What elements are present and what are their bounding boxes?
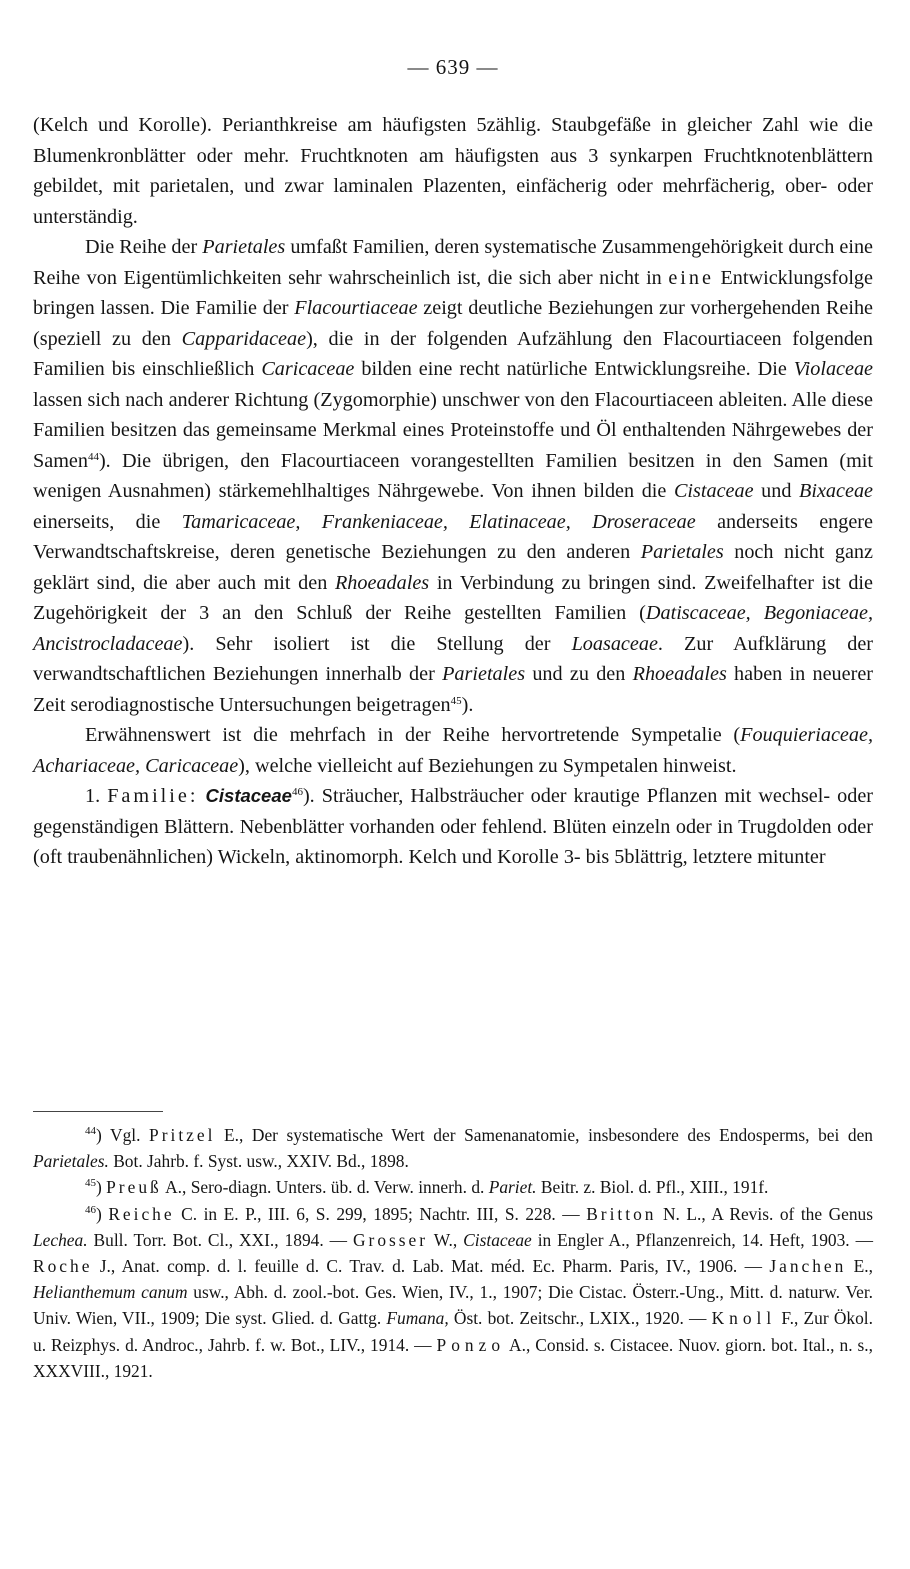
text-run: Bull. Torr. Bot. Cl., XXI., 1894. — (87, 1229, 353, 1250)
author-name: Roche (33, 1256, 93, 1277)
taxon-name: Rhoeadales (334, 571, 430, 594)
author-name: Ponzo (436, 1334, 506, 1355)
author-name: Reiche (108, 1203, 175, 1224)
author-name: Pritzel (149, 1125, 216, 1145)
spaced-emphasis: Familie: (107, 785, 199, 807)
taxon-name: Loasaceae (571, 632, 658, 655)
footnote-45 (33, 1174, 873, 1200)
text-run: Die Reihe der (85, 236, 203, 258)
footnote-mark: 44 (85, 1125, 96, 1137)
text-run: ). Sträucher, Halbsträucher oder krautige Pflanzen mit wechsel- oder gegenständigen Blättern. Nebenblätter vorhanden oder fehlend. Blüten einzeln oder in Trugdolden oder (oft traubenähnlichen) Wickeln, aktinomorph. Kelch und Korolle 3- bis 5blättrig, letztere mitunter (33, 785, 874, 868)
footnote-divider (33, 1111, 163, 1112)
text-run: anderseits engere Verwandtschaftskreise, deren genetische Beziehungen zu den anderen (33, 510, 873, 563)
text-run: F., Zur Ökol. u. Reizphys. d. Androc., Jahrb. f. w. Bot., LIV., 1914. — (33, 1308, 873, 1355)
spaced-emphasis: eine (668, 266, 714, 289)
taxon-name: Helianthemum canum (33, 1282, 188, 1303)
author-name: Grosser (352, 1229, 429, 1250)
text-run: noch nicht ganz geklärt sind, die aber auch mit den (33, 541, 873, 594)
author-name: Janchen (769, 1256, 847, 1277)
taxon-name: Parietales (202, 236, 286, 258)
text-run: haben in neuerer Zeit serodiagnostische Untersuchungen beigetragen (33, 663, 873, 716)
author-name: Knoll (711, 1308, 777, 1329)
text-run: Öst. bot. Zeitschr., LXIX., 1920. — (448, 1308, 712, 1329)
text-run: Bot. Jahrb. f. Syst. usw., XXIV. Bd., 1898. (108, 1151, 409, 1172)
taxon-name: Caricaceae (261, 358, 355, 380)
taxon-name: Parietales (442, 663, 526, 685)
paragraph-parietales (33, 232, 873, 720)
text-run: ) (96, 1203, 109, 1224)
text-run: bilden eine recht natürliche Entwicklungsreihe. Die (354, 358, 794, 380)
taxon-name: Flacourtiaceae (294, 297, 418, 319)
page-number: — 639 — (407, 55, 499, 79)
text-run: ), welche vielleicht auf Beziehungen zu Sympetalen hinweist. (238, 754, 737, 777)
text-run: N. L., A Revis. of the Genus (656, 1203, 874, 1224)
taxon-name: Bixaceae (799, 480, 873, 502)
text-run: Entwicklungsfolge bringen lassen. Die Familie der (33, 266, 873, 319)
footnote-mark: 46 (85, 1203, 96, 1216)
taxon-name: Capparidaceae (181, 327, 307, 350)
taxon-name: Cistaceae (673, 480, 754, 502)
text-run: Beitr. z. Biol. d. Pfl., XIII., 191f. (536, 1177, 769, 1198)
footnote-ref-46[interactable]: 46 (291, 786, 303, 798)
text-run: E., (846, 1256, 873, 1277)
paragraph-cistaceae (33, 781, 873, 873)
taxon-name: Violaceae (793, 358, 874, 380)
taxon-name: Lechea. (33, 1229, 88, 1250)
text-run: lassen sich nach anderer Richtung (Zygomorphie) unschwer von den Flacourtiaceen ableiten. Alle diese Familien besitzen das gemeinsame Merkmal eines Proteinstoffe und Öl enthaltenden Nährgewebes der Samen (33, 388, 873, 472)
paragraph-1: (Kelch und Korolle). Perianthkreise am häufigsten 5zählig. Staubgefäße in gleicher Zahl wie die Blumenkronblätter oder mehr. Fruchtknoten am häufigsten aus 3 synkarpen Fruchtknotenblättern gebildet, mit parietalen, und zwar laminalen Plazenten, einfächerig oder mehrfächerig, ober- oder unterständig. (33, 114, 873, 228)
taxon-name: Fouquieriaceae, Achariaceae, Caricaceae (33, 724, 873, 777)
taxon-name: Fumana, (386, 1308, 449, 1329)
author-name: Britton (586, 1203, 657, 1224)
text-run: ). (461, 693, 474, 716)
text-run: einerseits, die (33, 510, 182, 533)
footnotes (33, 1122, 873, 1384)
text-run: ). Die übrigen, den Flacourtiaceen vorangestellten Familien besitzen in den Samen (mit wenigen Ausnahmen) stärkemehlhaltiges Nährgewebe. Von ihnen bilden die (33, 449, 873, 502)
taxon-name: Rhoeadales (632, 663, 727, 685)
text-run: ) (96, 1177, 107, 1198)
text-run: umfaßt Familien, deren systematische Zusammengehörigkeit durch eine Reihe von Eigentümlichkeiten sehr wahrscheinlich ist, die sich aber nicht in (33, 236, 873, 289)
taxon-name: Pariet. (488, 1177, 537, 1198)
text-run: J., Anat. comp. d. l. feuille d. C. Trav. d. Lab. Mat. méd. Ec. Pharm. Paris, IV., 1906. — (92, 1256, 770, 1277)
footnote-mark: 45 (85, 1177, 96, 1190)
text-run: ). Sehr isoliert ist die Stellung der (182, 632, 572, 655)
taxon-name: Parietales (640, 541, 724, 563)
text-run: in Verbindung zu bringen sind. Zweifelhafter ist die Zugehörigkeit der 3 an den Schluß der Reihe gestellten Familien ( (33, 571, 873, 624)
taxon-name: Cistaceae (463, 1229, 532, 1250)
text-run: ) Vgl. (96, 1125, 150, 1145)
text-run: ), die in der folgenden Aufzählung den Flacourtiaceen folgenden Familien bis einschließlich (33, 327, 873, 380)
taxon-name: Tamaricaceae, Frankeniaceae, Elatinaceae, Droseraceae (181, 510, 696, 533)
text-run: Erwähnenswert ist die mehrfach in der Reihe hervortretende Sympetalie ( (85, 724, 741, 746)
text-run: A., Consid. s. Cistacee. Nuov. giorn. bot. Ital., n. s., XXXVIII., 1921. (33, 1334, 873, 1381)
text-run: C. in E. P., III. 6, S. 299, 1895; Nachtr. III, S. 228. — (174, 1203, 587, 1224)
text-run: A., Sero-diagn. Unters. üb. d. Verw. innerh. d. (161, 1177, 489, 1198)
text-run: 1. (85, 785, 108, 807)
text-run: und zu den (525, 663, 633, 685)
text-run: . Zur Aufklärung der verwandtschaftlichen Beziehungen innerhalb der (33, 632, 874, 685)
footnote-44 (33, 1122, 873, 1174)
taxon-name: Parietales. (33, 1151, 109, 1172)
text-run: zeigt deutliche Beziehungen zur vorhergehenden Reihe (speziell zu den (33, 297, 873, 350)
paragraph-sympetalie (33, 720, 873, 781)
author-name: Preuß (106, 1177, 162, 1198)
footnote-46 (33, 1201, 873, 1384)
main-text (33, 110, 873, 873)
footnote-ref-44[interactable]: 44 (87, 450, 99, 463)
text-run: E., Der systematische Wert der Samenanatomie, insbesondere des Endosperms, bei den (215, 1125, 873, 1145)
text-run: in Engler A., Pflanzenreich, 14. Heft, 1903. — (531, 1229, 873, 1250)
text-run: und (753, 480, 800, 502)
text-run: W., (428, 1229, 464, 1250)
family-heading: Cistaceae (205, 785, 292, 806)
footnote-ref-45[interactable]: 45 (450, 694, 462, 707)
text-run: usw., Abh. d. zool.-bot. Ges. Wien, IV., 1., 1907; Die Cistac. Österr.-Ung., Mitt. d. naturw. Ver. Univ. Wien, VII., 1909; Die syst. Glied. d. Gattg. (33, 1282, 873, 1329)
taxon-name: Datiscaceae, Begoniaceae, Ancistrocladaceae (33, 602, 873, 655)
